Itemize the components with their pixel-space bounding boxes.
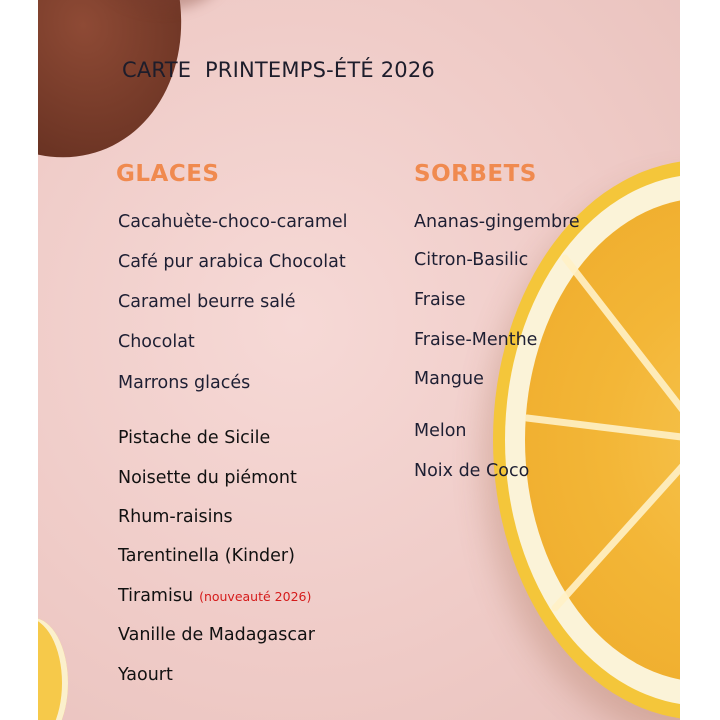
sorbets-item: Ananas-gingembre xyxy=(414,212,580,232)
glaces-heading: GLACES xyxy=(116,161,220,187)
sorbets-item: Melon xyxy=(414,421,467,441)
glaces-item-label: Tiramisu xyxy=(118,586,194,606)
lemon-corner-image xyxy=(38,618,68,720)
glaces-item-tiramisu xyxy=(118,586,311,606)
glaces-item: Café pur arabica Chocolat xyxy=(118,252,346,272)
sorbets-item: Noix de Coco xyxy=(414,461,530,481)
glaces-item: Yaourt xyxy=(118,665,173,685)
menu-poster xyxy=(38,0,680,720)
glaces-item: Noisette du piémont xyxy=(118,468,297,488)
new-badge: (nouveauté 2026) xyxy=(199,589,312,604)
glaces-item: Vanille de Madagascar xyxy=(118,625,315,645)
glaces-item: Tarentinella (Kinder) xyxy=(118,546,295,566)
glaces-item: Caramel beurre salé xyxy=(118,292,296,312)
glaces-item: Marrons glacés xyxy=(118,373,251,393)
lemon-segments-icon xyxy=(525,198,680,682)
sorbets-item: Fraise-Menthe xyxy=(414,330,538,350)
glaces-item: Rhum-raisins xyxy=(118,507,233,527)
glaces-item: Pistache de Sicile xyxy=(118,428,271,448)
glaces-item: Chocolat xyxy=(118,332,195,352)
sorbets-heading: SORBETS xyxy=(414,161,537,187)
sorbets-item: Fraise xyxy=(414,290,466,310)
glaces-item: Cacahuète-choco-caramel xyxy=(118,212,348,232)
lemon-slice-image xyxy=(493,160,680,720)
sorbets-item: Citron-Basilic xyxy=(414,250,529,270)
page-title: CARTE PRINTEMPS-ÉTÉ 2026 xyxy=(122,58,435,82)
sorbets-item: Mangue xyxy=(414,369,484,389)
